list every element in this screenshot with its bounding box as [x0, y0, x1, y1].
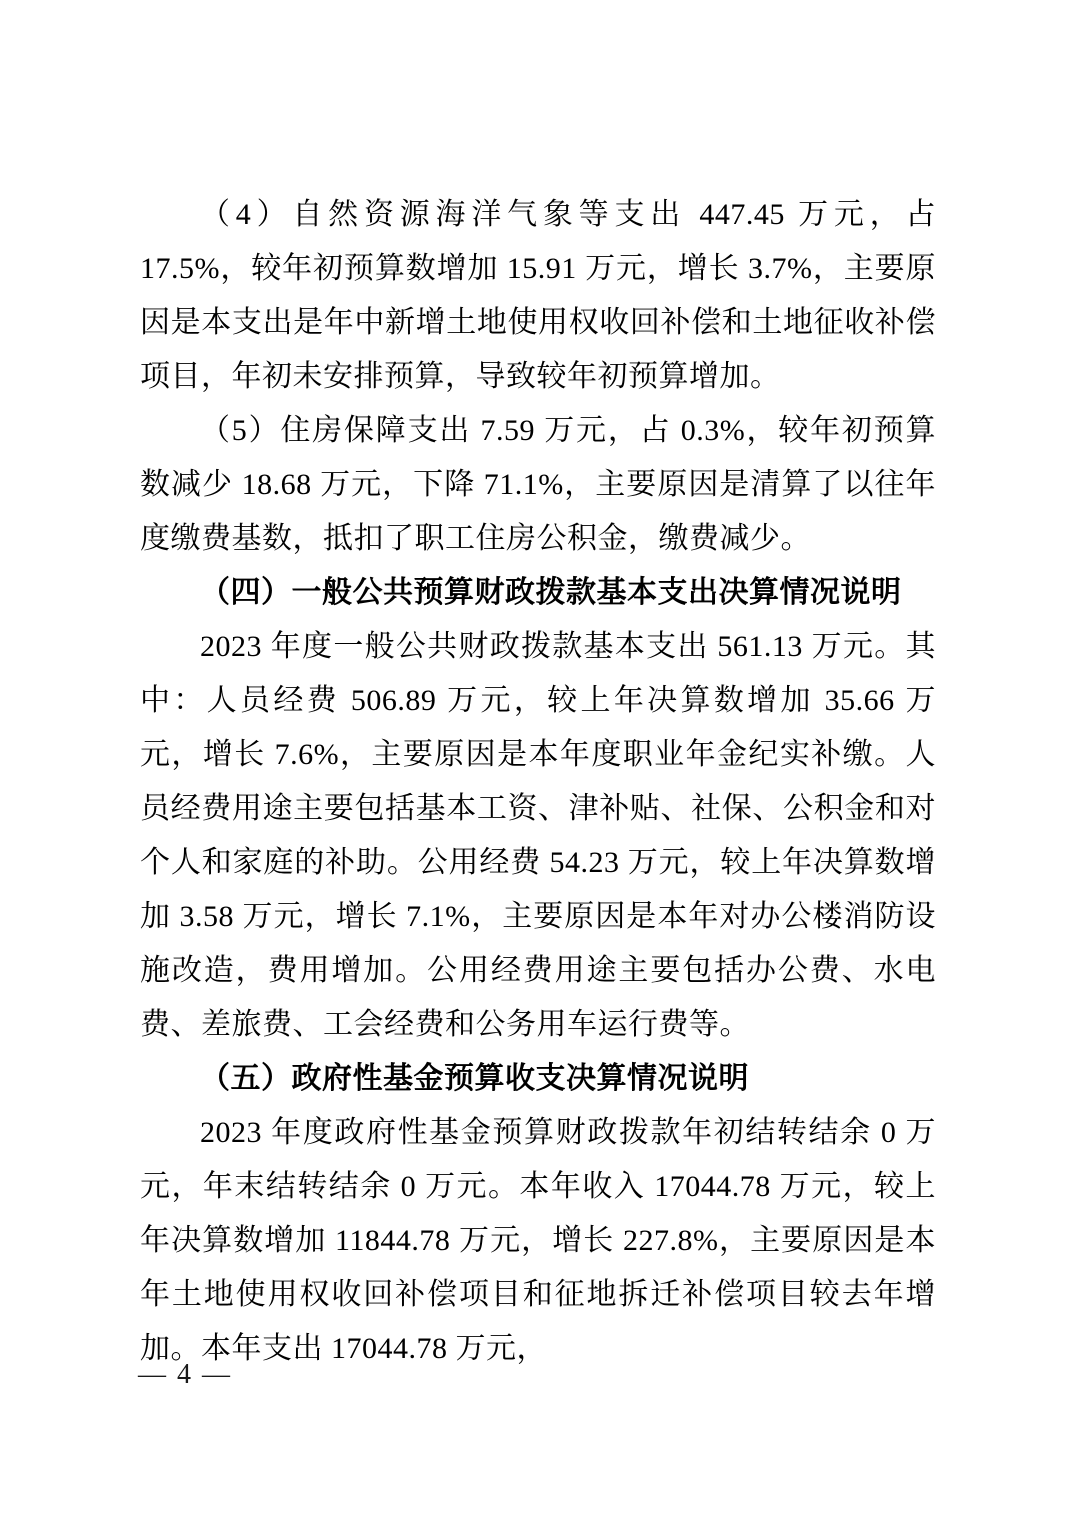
paragraph-housing-security-expenditure: （5）住房保障支出 7.59 万元，占 0.3%，较年初预算数减少 18.68 万元，下降 71.1%，主要原因是清算了以往年度缴费基数，抵扣了职工住房公积金，缴费减少。: [140, 414, 936, 555]
document-body: [140, 188, 936, 1376]
section-heading-government-fund: （五）政府性基金预算收支决算情况说明: [200, 1062, 749, 1095]
paragraph-basic-expenditure-detail: 2023 年度一般公共财政拨款基本支出 561.13 万元。其中：人员经费 506.89 万元，较上年决算数增加 35.66 万元，增长 7.6%，主要原因是本年度职业年金纪实补缴。人员经费用途主要包括基本工资、津补贴、社保、公积金和对个人和家庭的补助。公用经费 54.23 万元，较上年决算数增加 3.58 万元，增长 7.1%，主要原因是本年对办公楼消防设施改造，费用增加。公用经费用途主要包括办公费、水电费、差旅费、工会经费和公务用车运行费等。: [140, 630, 936, 1041]
page-number: — 4 —: [138, 1359, 232, 1390]
paragraph-government-fund-detail: 2023 年度政府性基金预算财政拨款年初结转结余 0 万元，年末结转结余 0 万元。本年收入 17044.78 万元，较上年决算数增加 11844.78 万元，增长 227.8%，主要原因是本年土地使用权收回补偿项目和征地拆迁补偿项目较去年增加。本年支出 17044.78 万元，: [140, 1116, 936, 1365]
paragraph-natural-resources-expenditure: （4）自然资源海洋气象等支出 447.45 万元，占 17.5%，较年初预算数增加 15.91 万元，增长 3.7%，主要原因是本支出是年中新增土地使用权收回补偿和土地征收补偿项目，年初未安排预算，导致较年初预算增加。: [140, 198, 936, 393]
section-heading-basic-expenditure: （四）一般公共预算财政拨款基本支出决算情况说明: [200, 576, 902, 609]
